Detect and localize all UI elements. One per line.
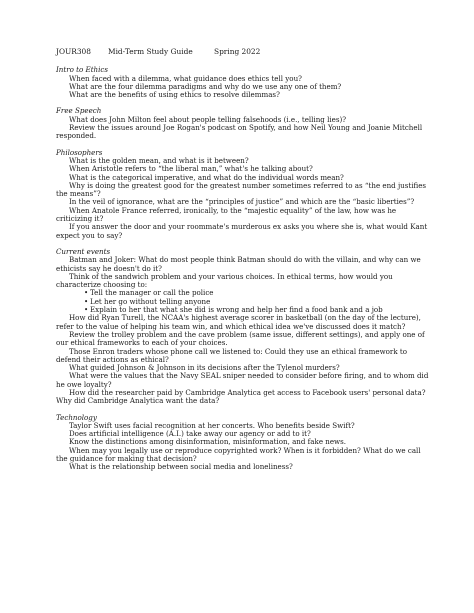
bullet-item: • Let her go without telling anyone (56, 298, 430, 306)
question: Taylor Swift uses facial recognition at her concerts. Who benefits beside Swift? (69, 420, 355, 430)
question: What is the categorical imperative, and what do the individual words mean? (69, 172, 344, 182)
question: In the veil of ignorance, what are the “principles of justice” and which are the “basic liberties”? (69, 197, 415, 207)
question: Why is doing the greatest good for the greatest number sometimes referred to as “the end justifies the means”? (56, 180, 427, 199)
bullet-item: • Explain to her that what she did is wrong and help her find a food bank and a job (56, 306, 430, 314)
question: How did the researcher paid by Cambridge Analytica get access to Facebook users' personal data? Why did Cambridge Analytica want the data? (56, 387, 426, 406)
section-heading: Current events (56, 246, 111, 256)
document-header (56, 48, 430, 56)
section-free-speech (56, 107, 430, 140)
question: What guided Johnson & Johnson in its decisions after the Tylenol murders? (69, 363, 340, 373)
section-philosophers (56, 149, 430, 240)
question: Does artificial intelligence (A.I.) take away our agency or add to it? (69, 429, 311, 439)
section-heading: Free Speech (56, 106, 102, 116)
question: Batman and Joker: What do most people think Batman should do with the villain, and why can we ethicists say he doesn't do it? (56, 255, 421, 273)
question: What are the four dilemma paradigms and why do we use any one of them? (69, 81, 342, 91)
course-code: JOUR308 (56, 47, 91, 56)
question: What is the golden mean, and what is it between? (69, 155, 249, 165)
question: What are the benefits of using ethics to resolve dilemmas? (69, 90, 280, 100)
question: Know the distinctions among disinformation, misinformation, and fake news. (69, 437, 347, 447)
document-title: Mid-Term Study Guide (108, 47, 193, 56)
section-heading: Philosophers (56, 147, 103, 157)
question: When Aristotle refers to “the liberal man,” what's he talking about? (69, 164, 313, 174)
question: Review the issues around Joe Rogan's podcast on Spotify, and how Neil Young and Joanie Mitchell responded. (56, 123, 423, 141)
section-current-events (56, 248, 430, 406)
section-heading: Technology (56, 412, 97, 422)
question: If you answer the door and your roommate's murderous ex asks you where she is, what would Kant expect you to say? (56, 222, 428, 240)
term-label: Spring 2022 (214, 47, 261, 56)
question: When may you legally use or reproduce copyrighted work? When is it forbidden? What do we call the guidance for making that decision? (56, 445, 421, 464)
question: What were the values that the Navy SEAL sniper needed to consider before firing, and to whom did he owe loyalty? (56, 371, 429, 389)
question: Think of the sandwich problem and your various choices. In ethical terms, how would you characterize choosing to: (56, 271, 393, 290)
question: Those Enron traders whose phone call we listened to: Could they use an ethical framework to defend their actions as ethical? (56, 346, 407, 364)
section-heading: Intro to Ethics (56, 65, 108, 75)
bullet-item: • Tell the manager or call the police (56, 289, 430, 297)
question: Review the trolley problem and the cave problem (same issue, different settings), and apply one of our ethical frameworks to each of your choices. (56, 329, 425, 348)
question: How did Ryan Turell, the NCAA's highest average scorer in basketball (on the day of the lecture), refer to the value of helping his team win, and which ethical idea we've discussed does it match? (56, 313, 421, 331)
section-technology (56, 414, 430, 472)
question: When faced with a dilemma, what guidance does ethics tell you? (69, 73, 302, 83)
question: What is the relationship between social media and loneliness? (69, 462, 293, 472)
section-intro-to-ethics (56, 66, 430, 99)
question: What does John Milton feel about people telling falsehoods (i.e., telling lies)? (69, 114, 347, 124)
question: When Anatole France referred, ironically, to the “majestic equality” of the law, how was he criticizing it? (56, 205, 397, 224)
